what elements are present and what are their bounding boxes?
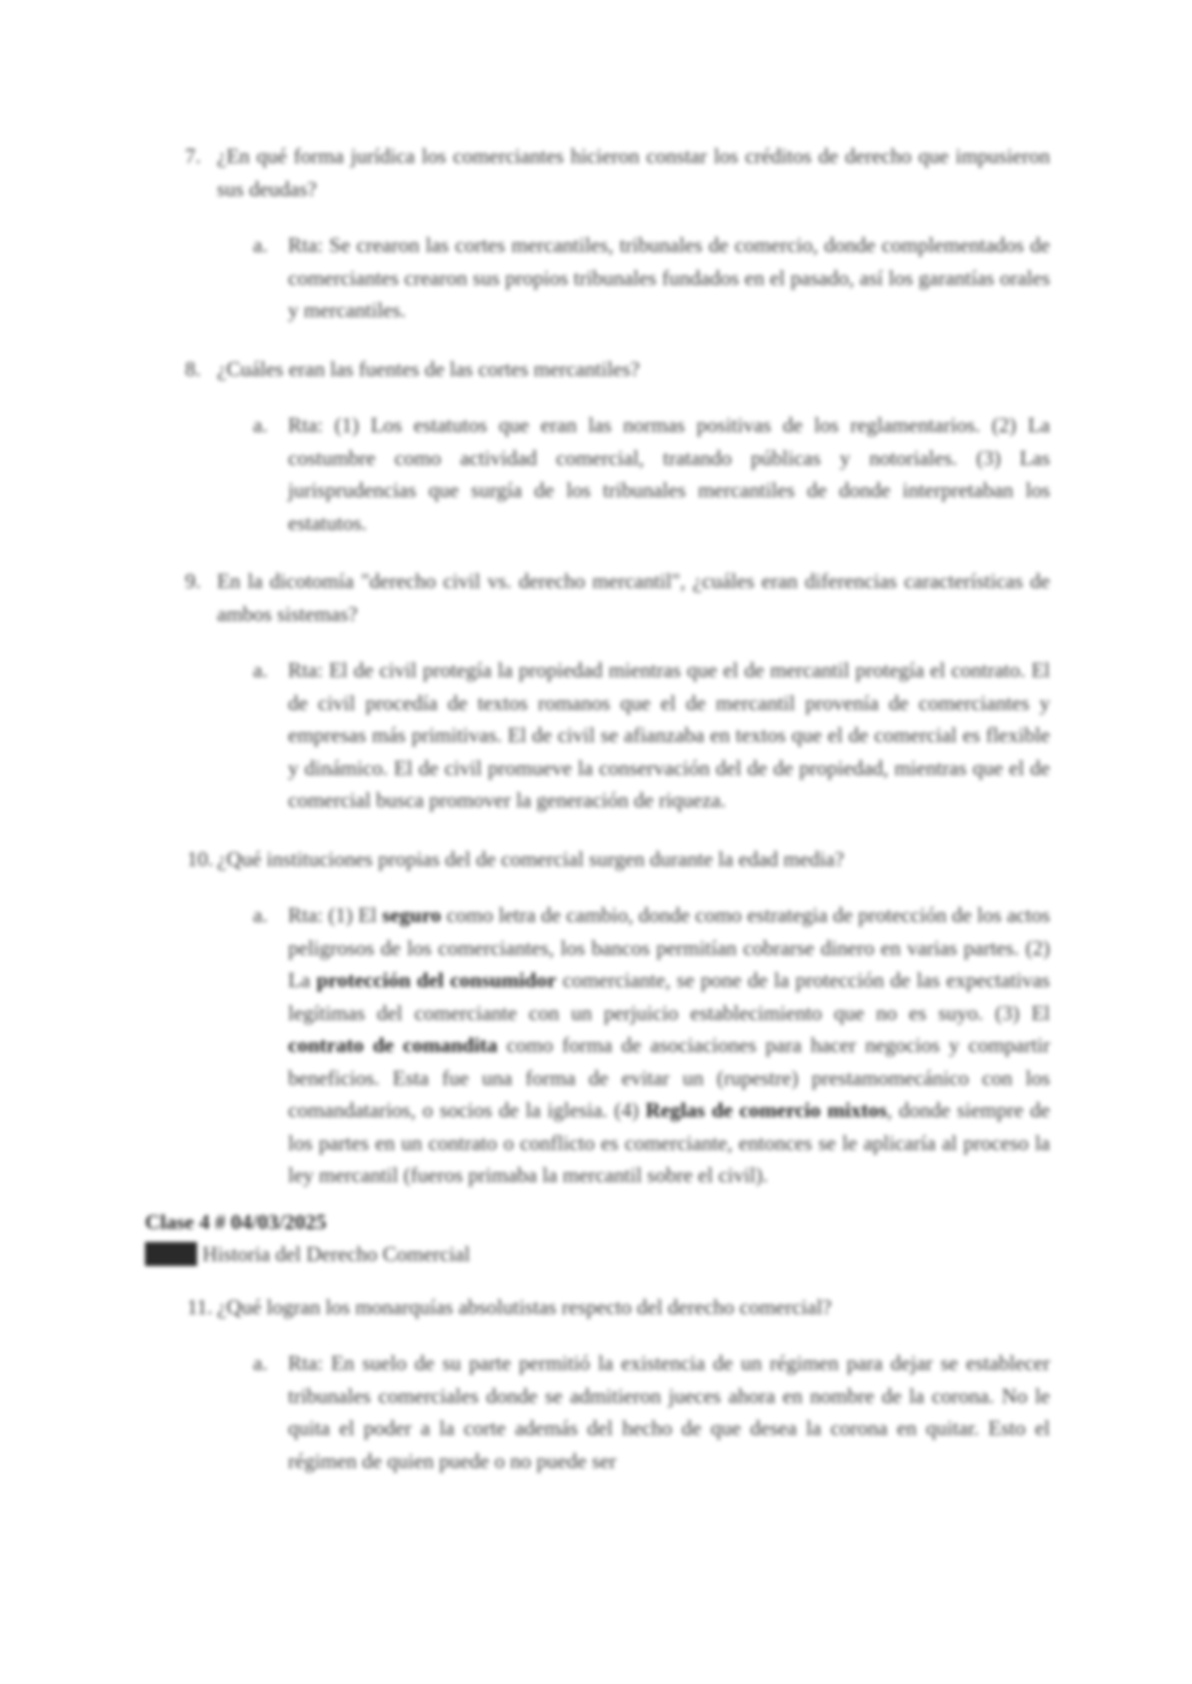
topic-text: Historia del Derecho Comercial: [197, 1242, 471, 1266]
answer-text: Rta: En suelo de su parte permitió la existencia de un régimen para dejar se establecer tribunales comerciales donde se admitieron jueces ahora en nombre de la corona. No le quita el poder a la corte además del hecho de que desea la corona en quitar. Esto el régimen de quien puede o no puede ser: [288, 1351, 1050, 1473]
bold-term-seguro: seguro: [382, 903, 442, 927]
question-text: ¿En qué forma jurídica los comerciantes hicieron constar los créditos de derecho que impusieron sus deudas?: [217, 144, 1050, 201]
answer-text: Rta: (1) Los estatutos que eran las normas positivas de los reglamentarios. (2) La costumbre como actividad comercial, tratando públicas y notoriales. (3) Las jurisprudencias que surgía de los tribunales mercantiles de donde interpretaban los estatutos.: [288, 413, 1050, 535]
answer-letter: a.: [253, 233, 268, 257]
answer-text: [288, 903, 1050, 1187]
answer-text-part: , donde siempre de los partes en un contrato o conflicto es comerciante, entonces se le aplicaría al proceso la ley mercantil (fueros primaba la mercantil sobre el civil).: [288, 1098, 1051, 1187]
question-7: [145, 140, 1050, 205]
answer-9: [145, 654, 1050, 817]
bold-term-proteccion: protección del consumidor: [316, 968, 557, 992]
answer-letter: a.: [253, 658, 268, 682]
answer-text: Rta: El de civil protegía la propiedad mientras que el de mercantil protegía el contrato. El de civil procedía de textos romanos que el de mercantil provenía de comerciantes y empresas más primitivas. El de civil se afianzaba en textos que el de comercial es flexible y dinámico. El de civil promueve la conservación del de de propiedad, mientras que el de comercial busca promover la generación de riqueza.: [288, 658, 1050, 812]
question-9: [145, 565, 1050, 630]
answer-letter: a.: [253, 1351, 268, 1375]
question-number: 9.: [185, 569, 201, 593]
question-number: 7.: [185, 144, 201, 168]
answer-letter: a.: [253, 413, 268, 437]
answer-text-part: como letra de cambio, donde como estrategia de protección de los actos peligrosos de los comerciantes, los bancos permitían cobrarse dinero en varias partes. (2) La: [288, 903, 1050, 992]
class-heading: Clase 4 # 04/03/2025: [145, 1209, 327, 1234]
answer-7: [145, 229, 1050, 327]
question-10: [145, 843, 1050, 876]
question-text: En la dicotomía "derecho civil vs. derecho mercantil", ¿cuáles eran diferencias características de ambos sistemas?: [217, 569, 1050, 626]
question-11: [145, 1291, 1050, 1324]
question-number: 10.: [187, 846, 214, 871]
question-number: 8.: [185, 356, 201, 381]
answer-8: [145, 409, 1050, 539]
topic-subheading: [145, 1238, 1050, 1271]
answer-letter: a.: [253, 903, 268, 927]
question-8: [145, 353, 1050, 386]
answer-text-part: Rta: (1) El: [288, 903, 383, 927]
question-number: 11.: [187, 1294, 213, 1319]
answer-text: Rta: Se crearon las cortes mercantiles, tribunales de comercio, donde complementados de comerciantes crearon sus propios tribunales fundados en el pasado, así los garantías orales y mercantiles.: [288, 233, 1050, 322]
question-text: ¿Qué logran los monarquías absolutistas respecto del derecho comercial?: [217, 1294, 832, 1319]
answer-11: [145, 1347, 1050, 1477]
bold-term-comandita: contrato de comandita: [288, 1033, 498, 1057]
answer-text-part: como forma de asociaciones para hacer negocios y compartir beneficios. Esta fue una forma de evitar un (rupestre) prestamomecánico con los comandatarios, o socios de la iglesia. (4): [288, 1033, 1051, 1122]
question-text: ¿Qué instituciones propias del de comercial surgen durante la edad media?: [217, 846, 845, 871]
document-content: [145, 140, 1050, 1477]
answer-text-part: comerciante, se pone de la protección de las expectativas legítimas del comerciante con un perjuicio establecimiento que no es suyo. (3) El: [288, 968, 1050, 1025]
topic-label: Tema:: [145, 1242, 198, 1266]
question-text: ¿Cuáles eran las fuentes de las cortes mercantiles?: [217, 356, 640, 381]
answer-10: [145, 899, 1050, 1192]
bold-term-reglas: Reglas de comercio mixtos: [645, 1098, 887, 1122]
